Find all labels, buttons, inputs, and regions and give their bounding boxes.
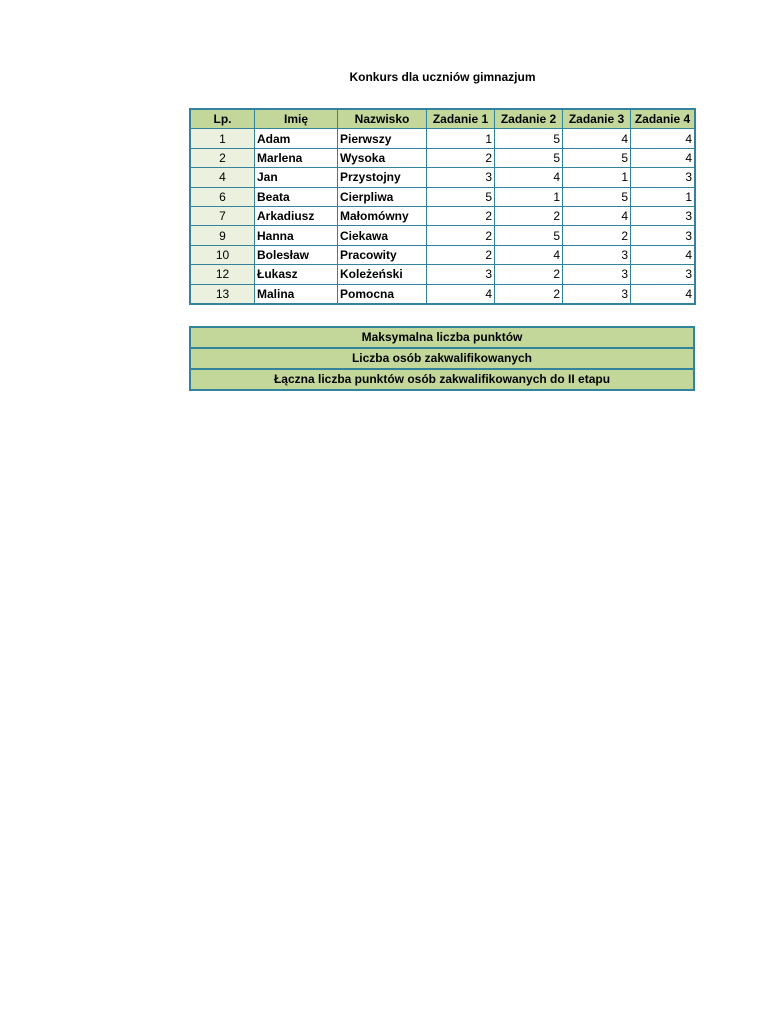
cell-zadanie-2: 4 [495, 168, 563, 187]
cell-imie: Bolesław [255, 245, 338, 264]
cell-nazwisko: Przystojny [338, 168, 427, 187]
cell-zadanie-2: 5 [495, 148, 563, 167]
table-row [190, 284, 695, 304]
cell-zadanie-3: 3 [563, 284, 631, 304]
cell-nazwisko: Ciekawa [338, 226, 427, 245]
cell-zadanie-3: 2 [563, 226, 631, 245]
cell-zadanie-3: 4 [563, 129, 631, 148]
cell-imie: Malina [255, 284, 338, 304]
header-zadanie-4: Zadanie 4 [631, 109, 696, 129]
header-lp: Lp. [190, 109, 255, 129]
cell-lp: 7 [190, 206, 255, 225]
cell-zadanie-3: 4 [563, 206, 631, 225]
header-zadanie-2: Zadanie 2 [495, 109, 563, 129]
header-imie: Imię [255, 109, 338, 129]
cell-nazwisko: Koleżeński [338, 265, 427, 284]
cell-zadanie-1: 2 [427, 206, 495, 225]
cell-zadanie-1: 4 [427, 284, 495, 304]
table-row [190, 187, 695, 206]
cell-nazwisko: Pierwszy [338, 129, 427, 148]
cell-zadanie-2: 2 [495, 265, 563, 284]
cell-zadanie-2: 4 [495, 245, 563, 264]
cell-zadanie-1: 2 [427, 148, 495, 167]
cell-zadanie-4: 1 [631, 187, 696, 206]
cell-lp: 12 [190, 265, 255, 284]
cell-zadanie-4: 4 [631, 245, 696, 264]
cell-lp: 10 [190, 245, 255, 264]
table-header-row [190, 109, 695, 129]
cell-zadanie-2: 5 [495, 129, 563, 148]
cell-imie: Łukasz [255, 265, 338, 284]
table-row [190, 226, 695, 245]
results-table [189, 108, 696, 305]
cell-lp: 2 [190, 148, 255, 167]
cell-imie: Jan [255, 168, 338, 187]
cell-zadanie-3: 5 [563, 148, 631, 167]
cell-zadanie-1: 2 [427, 245, 495, 264]
cell-zadanie-4: 3 [631, 226, 696, 245]
table-row [190, 129, 695, 148]
cell-zadanie-2: 2 [495, 284, 563, 304]
cell-zadanie-1: 2 [427, 226, 495, 245]
cell-zadanie-2: 2 [495, 206, 563, 225]
cell-zadanie-1: 3 [427, 168, 495, 187]
cell-nazwisko: Cierpliwa [338, 187, 427, 206]
cell-imie: Arkadiusz [255, 206, 338, 225]
cell-lp: 4 [190, 168, 255, 187]
cell-zadanie-3: 1 [563, 168, 631, 187]
cell-zadanie-4: 3 [631, 265, 696, 284]
table-row [190, 206, 695, 225]
cell-zadanie-3: 3 [563, 265, 631, 284]
cell-zadanie-1: 1 [427, 129, 495, 148]
cell-lp: 1 [190, 129, 255, 148]
cell-zadanie-3: 5 [563, 187, 631, 206]
cell-zadanie-4: 4 [631, 148, 696, 167]
cell-nazwisko: Małomówny [338, 206, 427, 225]
table-row [190, 168, 695, 187]
summary-qualified-count: Liczba osób zakwalifikowanych [191, 349, 693, 368]
cell-zadanie-2: 5 [495, 226, 563, 245]
cell-zadanie-1: 3 [427, 265, 495, 284]
header-nazwisko: Nazwisko [338, 109, 427, 129]
cell-zadanie-4: 3 [631, 206, 696, 225]
cell-nazwisko: Pracowity [338, 245, 427, 264]
summary-qualified-total: Łączna liczba punktów osób zakwalifikowanych do II etapu [191, 370, 693, 389]
header-zadanie-3: Zadanie 3 [563, 109, 631, 129]
cell-imie: Adam [255, 129, 338, 148]
table-row [190, 265, 695, 284]
cell-zadanie-4: 4 [631, 129, 696, 148]
summary-max-points: Maksymalna liczba punktów [191, 328, 693, 347]
cell-zadanie-4: 4 [631, 284, 696, 304]
page-title: Konkurs dla uczniów gimnazjum [349, 70, 536, 84]
header-zadanie-1: Zadanie 1 [427, 109, 495, 129]
table-row [190, 245, 695, 264]
summary-table [189, 326, 695, 391]
cell-nazwisko: Pomocna [338, 284, 427, 304]
cell-zadanie-3: 3 [563, 245, 631, 264]
cell-zadanie-1: 5 [427, 187, 495, 206]
cell-nazwisko: Wysoka [338, 148, 427, 167]
cell-imie: Hanna [255, 226, 338, 245]
table-row [190, 148, 695, 167]
cell-imie: Beata [255, 187, 338, 206]
cell-lp: 6 [190, 187, 255, 206]
cell-lp: 13 [190, 284, 255, 304]
cell-zadanie-2: 1 [495, 187, 563, 206]
cell-zadanie-4: 3 [631, 168, 696, 187]
cell-imie: Marlena [255, 148, 338, 167]
cell-lp: 9 [190, 226, 255, 245]
